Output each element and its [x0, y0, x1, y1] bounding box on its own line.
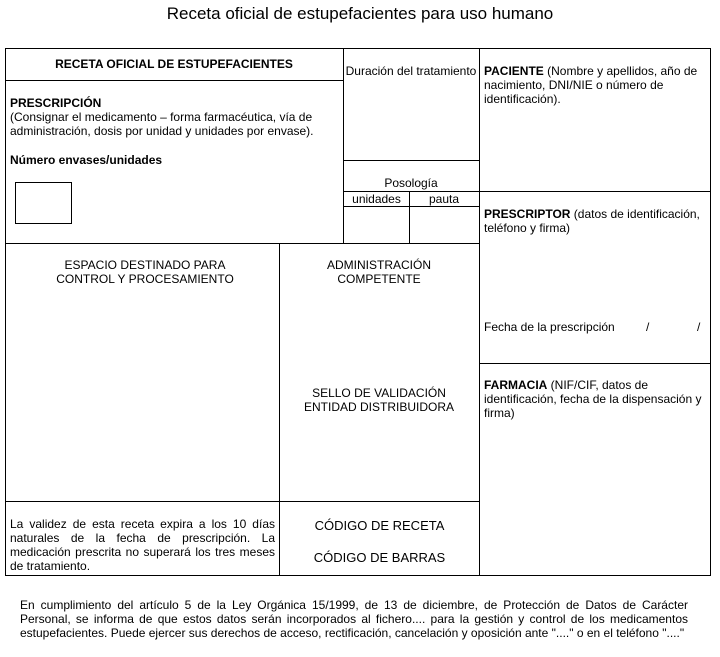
prescripcion-title: PRESCRIPCIÓN	[10, 96, 102, 110]
footer-legal-text: En cumplimiento del artículo 5 de la Ley Orgánica 15/1999, de 13 de diciembre, de Protección de Datos de Carácter Personal, se informa de que estos datos serán incorporados al fichero.... para la gestión y control de los medicamentos estupefacientes. Puede ejercer sus derechos de acceso, rectificación, cancelación y oposición ante "...." o en el teléfono "...."	[20, 598, 688, 640]
farmacia-desc: (NIF/CIF, datos de identificación, fecha de la dispensación y firma)	[484, 378, 702, 420]
posologia-pauta-header: pauta	[428, 192, 460, 206]
codigo-barras-label: CÓDIGO DE BARRAS	[313, 550, 446, 565]
divider	[5, 80, 343, 81]
prescriptor-section	[484, 207, 706, 235]
paciente-section	[484, 64, 706, 106]
posologia-pauta-field[interactable]	[410, 207, 478, 242]
divider	[479, 363, 711, 364]
posologia-unidades-header: unidades	[352, 192, 401, 206]
codigo-receta-label: CÓDIGO DE RECETA	[314, 518, 445, 533]
fecha-prescripcion-label: Fecha de la prescripción	[484, 320, 615, 334]
page-title: Receta oficial de estupefacientes para uso humano	[166, 4, 554, 23]
farmacia-title: FARMACIA	[484, 378, 548, 392]
paciente-desc: (Nombre y apellidos, año de nacimiento, DNI/NIE o número de identificación).	[484, 64, 698, 106]
sello-validacion-label: SELLO DE VALIDACIÓN ENTIDAD DISTRIBUIDORA	[303, 386, 454, 414]
duracion-label: Duración del tratamiento	[345, 64, 477, 78]
divider	[343, 160, 479, 161]
prescriptor-title: PRESCRIPTOR	[484, 207, 571, 221]
prescripcion-desc: (Consignar el medicamento – forma farmacéutica, vía de administración, dosis por unidad y unidades por envase).	[10, 110, 314, 138]
posologia-unidades-field[interactable]	[344, 207, 409, 242]
form-header: RECETA OFICIAL DE ESTUPEFACIENTES	[55, 57, 293, 71]
posologia-label: Posología	[384, 176, 438, 190]
divider	[5, 501, 479, 502]
administracion-label: ADMINISTRACIÓN COMPETENTE	[326, 258, 431, 286]
date-separator: /	[697, 320, 701, 334]
divider	[5, 243, 479, 244]
validez-text: La validez de esta receta expira a los 10 días naturales de la fecha de prescripción. La medicación prescrita no superará los tres meses de tratamiento.	[10, 517, 275, 573]
envases-input-box[interactable]	[15, 182, 72, 224]
prescriptor-desc: (datos de identificación, teléfono y firma)	[484, 207, 700, 235]
farmacia-section	[484, 378, 706, 420]
envases-label: Número envases/unidades	[10, 153, 163, 167]
divider	[479, 48, 480, 576]
paciente-title: PACIENTE	[484, 64, 544, 78]
divider	[479, 191, 711, 192]
date-separator: /	[646, 320, 650, 334]
control-procesamiento-label: ESPACIO DESTINADO PARA CONTROL Y PROCESAMIENTO	[56, 258, 234, 286]
